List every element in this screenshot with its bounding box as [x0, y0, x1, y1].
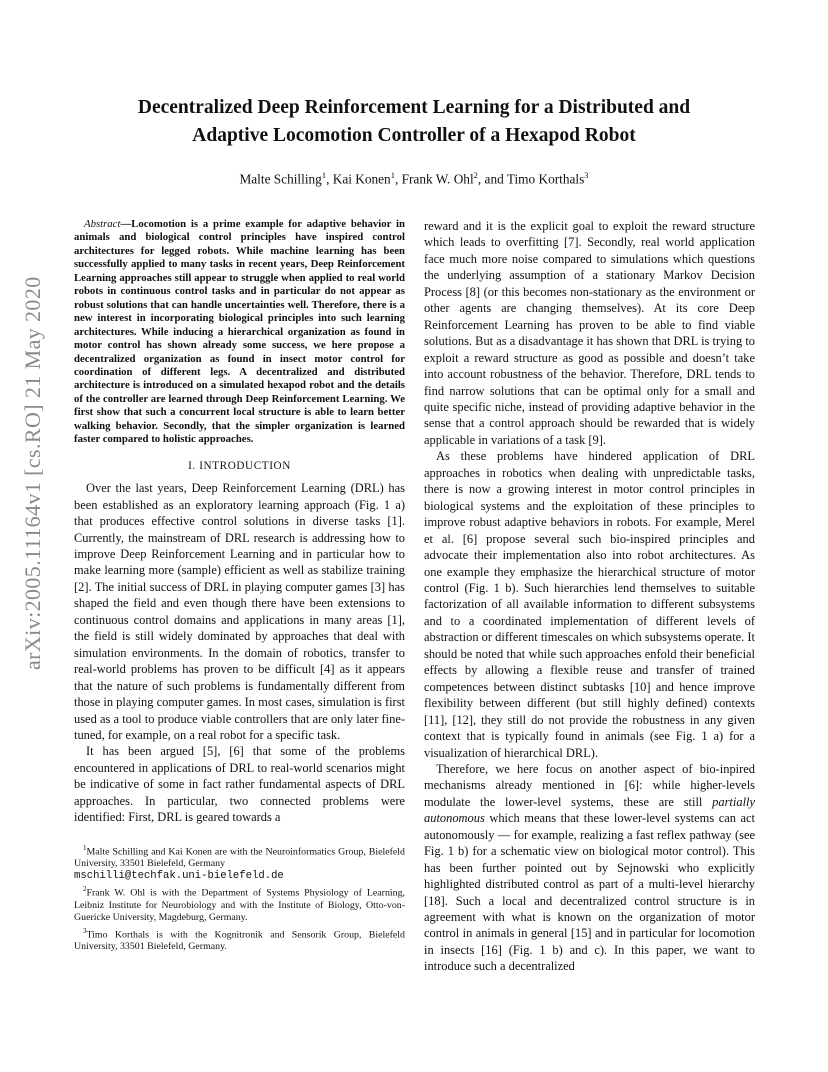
abstract-label: Abstract: [84, 218, 121, 230]
arxiv-stamp: arXiv:2005.11164v1 [cs.RO] 21 May 2020: [20, 276, 45, 670]
footnote-text: Timo Korthals is with the Kognitronik and Sensorik Group, Bielefeld University, 33501 Bielefeld, Germany.: [74, 929, 405, 953]
author-email-link[interactable]: mschilli@techfak.uni-bielefeld.de: [74, 870, 284, 883]
affiliation-mark: 3: [584, 170, 589, 180]
intro-paragraph: It has been argued [5], [6] that some of the problems encountered in applications of DRL to real-world scenarios might be indicative of some in fact rather fundamental aspects of DRL approaches. In particular, two connected problems were identified: First, DRL is geared towards a: [74, 744, 405, 825]
author-separator: , and: [477, 171, 507, 187]
title-line-2: Adaptive Locomotion Controller of a Hexapod Robot: [192, 125, 636, 146]
left-column: [74, 218, 405, 954]
footnote-text: Frank W. Ohl is with the Department of Systems Physiology of Learning, Leibniz Institute for Neurobiology and with the Institute of Biology, Otto-von-Guericke University, Magdeburg, Germany.: [74, 887, 405, 923]
footnote-mark: 1: [83, 843, 87, 852]
body-text: which means that these lower-level systems can act autonomously — for example, realizing a fast reflex pathway (see Fig. 1 b) for a schematic view on biological motor control). This has been further pointed out by Sejnowski who explicitly highlighted distributed control as part of a multi-level hierarchy [18]. Such a local and decentralized control structure is in agreement with what is known on the organization of motor control in animals in general [15] and in particular for locomotion in insects [16] (Fig. 1 b) and c). In this paper, we want to introduce such a decentralized: [424, 811, 755, 974]
affiliation-mark: 2: [473, 170, 478, 180]
section-heading-introduction: I. INTRODUCTION: [188, 459, 291, 472]
footnote-text: Malte Schilling and Kai Konen are with the Neuroinformatics Group, Bielefeld University, 33501 Bielefeld, Germany: [74, 845, 405, 870]
author-separator: ,: [326, 171, 333, 187]
author-name: Kai Konen: [332, 171, 391, 187]
body-paragraph: [424, 761, 755, 975]
affiliation-mark: 1: [390, 170, 395, 180]
abstract: [74, 218, 405, 447]
footnote: [74, 883, 405, 924]
paper-title: [60, 94, 768, 150]
body-paragraph: reward and it is the explicit goal to exploit the reward structure which leads to overfitting [7]. Secondly, real world application face much more noise compared to simulations which questions the underlying assumption of a stationary Markov Decision Process [8] (or this becomes non-stationary as the environment or other agents are changing themselves). At its core Deep Reinforcement Learning has proven to be able to find viable solutions. But as a disadvantage it has shown that DRL is trying to exploit a reward structure as good as possible and doesn’t take into account robustness of the behavior. Therefore, DRL tends to find narrow solutions that can be optimal only for a small and quite specific niche, instead of providing adaptive behavior in the sense that a control approach should be rewarded that is widely applicable in variations of a task [9].: [424, 219, 755, 447]
emphasized-term: partially autonomous: [424, 794, 755, 826]
footnote-mark: 3: [83, 926, 87, 935]
intro-paragraph: Over the last years, Deep Reinforcement Learning (DRL) has been established as an exploratory learning approach (Fig. 1 a) that produces effective control solutions in diverse tasks [1]. Currently, the mainstream of DRL research is addressing how to improve Deep Reinforcement Learning and in particular how to make learning more (sample) efficient as well as stabilize training [2]. The initial success of DRL in playing computer games [3] has shaped the field and even though there have been extensions to continuous control domains and applications in many areas [1], the field is still widely dominated by approaches that deal with simulation environments. In the domain of robotics, transfer to real-world problems has proven to be difficult [4] as it appears that the nature of such problems is fundamentally different from those in playing computer games. In most cases, simulation is first used as a tool to produce viable controllers that are only later fine-tuned, for example, on a real robot for a specific task.: [74, 481, 405, 742]
author-name: Frank W. Ohl: [401, 171, 474, 187]
author-name: Malte Schilling: [239, 171, 322, 187]
right-column: [424, 218, 755, 975]
affiliation-mark: 1: [321, 170, 327, 180]
footnote: [74, 925, 405, 953]
footnotes: [74, 842, 405, 954]
body-text: Therefore, we here focus on another aspect of bio-inpired mechanisms already mentioned in [6]: while higher-levels modulate the lower-level systems, these are still: [424, 761, 755, 809]
author-name: Timo Korthals: [506, 171, 585, 187]
abstract-text: Locomotion is a prime example for adaptive behavior in animals and biological control principles have inspired control architectures for legged robots. While machine learning has been successfully applied to many tasks in recent years, Deep Reinforcement Learning approaches still appear to struggle when applied to real world robots in continuous control tasks and in particular do not appear as robust solutions that can handle uncertainties well. Therefore, there is a new interest in incorporating biological principles into such learning architectures. While inducing a hierarchical organization as found in motor control has shown already some success, we here propose a decentralized organization as found in insect motor control for coordination of different legs. A decentralized and distributed architecture is introduced on a simulated hexapod robot and the details of the controller are learned through Deep Reinforcement Learning. We first show that such a concurrent local structure is able to learn better walking behavior. Secondly, that the simpler organization is learned faster compared to holistic approaches.: [74, 218, 405, 446]
body-paragraph: As these problems have hindered application of DRL approaches in robotics when dealing with unpredictable tasks, there is now a growing interest in motor control principles in biological systems and the exploitation of these principles to improve robust adaptive behaviors in robots. For example, Merel et al. [6] propose several such bio-inspired principles and advocate their implementation also into robot architectures. As one example they emphasize the hierarchical structure of motor control (Fig. 1 b). Such hierarchies lend themselves to suitable factorization of all available information to different subsystems and to a coordinated implementation of different levels of abstraction or different timescales on which subsystems operate. It should be noted that while such approaches enfold their beneficial effects by allowing a flexible reuse and transfer of trained competences between distinct subtasks [10] and hence improve flexibility between different (but still highly defined) contexts [11], [12], they still do not provide the robustness in any given context that is typically found in animals (see Fig. 1 a) for a visualization of hierarchical DRL).: [424, 449, 755, 760]
footnote: [74, 842, 405, 883]
title-line-1: Decentralized Deep Reinforcement Learning for a Distributed and: [137, 97, 691, 118]
author-list: [60, 170, 768, 187]
footnote-mark: 2: [83, 885, 87, 894]
abstract-dash: —: [120, 218, 132, 230]
author-separator: ,: [394, 171, 402, 187]
